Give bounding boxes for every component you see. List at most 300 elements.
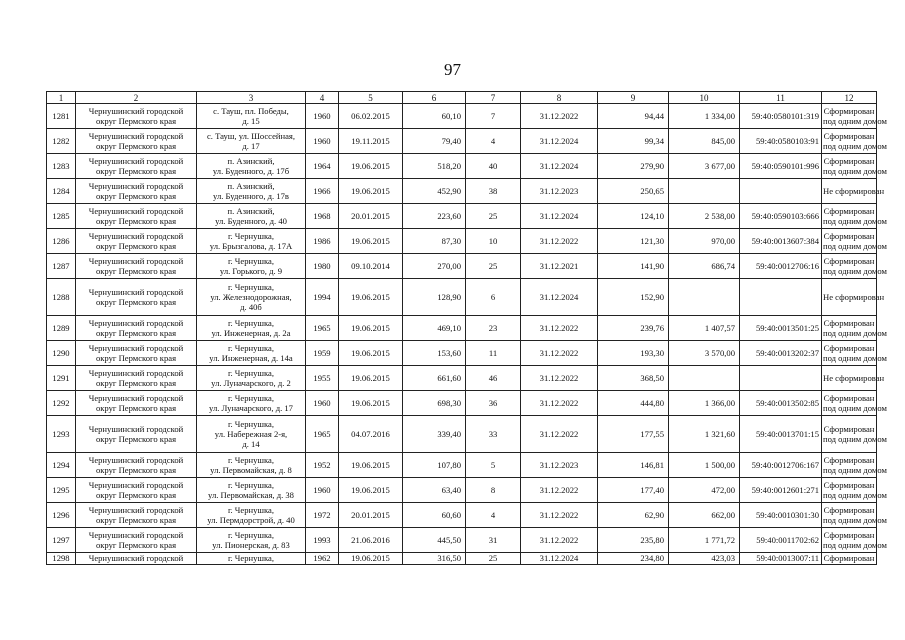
- municipality-cell: [76, 391, 197, 416]
- year-cell: 1980: [306, 254, 339, 279]
- cell-line: д. 14: [242, 439, 260, 449]
- status-cell: [822, 453, 887, 478]
- address-cell: [197, 503, 306, 528]
- value-cell: 94,44: [598, 104, 669, 129]
- count-cell: 25: [466, 553, 521, 565]
- cell-line: с. Тауш, пл. Победы,: [213, 106, 289, 116]
- cell-line: округ Пермского края: [95, 465, 177, 475]
- cell-line: ул. Инженерная, д. 2а: [211, 328, 291, 338]
- table-row: [47, 129, 877, 154]
- cell-line: под одним домом: [823, 141, 887, 151]
- status-cell: [822, 316, 887, 341]
- land-area-cell: 2 538,00: [669, 204, 740, 229]
- deadline-cell: 31.12.2022: [521, 391, 598, 416]
- municipality-cell: [76, 104, 197, 129]
- value-cell: 177,55: [598, 416, 669, 453]
- status-cell: [822, 229, 887, 254]
- cell-line: ул. Буденного, д. 17в: [213, 191, 289, 201]
- row-number: 1292: [47, 391, 76, 416]
- row-number: 1293: [47, 416, 76, 453]
- table-row: [47, 341, 877, 366]
- land-area-cell: 472,00: [669, 478, 740, 503]
- cell-line: Чернушинский городской: [88, 256, 184, 266]
- cadastral-number-cell: 59:40:0013007:11: [740, 553, 822, 565]
- cell-line: округ Пермского края: [95, 166, 177, 176]
- date-cell: 19.06.2015: [339, 391, 403, 416]
- cell-line: г. Чернушка,: [227, 231, 275, 241]
- cell-line: округ Пермского края: [95, 328, 177, 338]
- municipality-cell: [76, 366, 197, 391]
- year-cell: 1968: [306, 204, 339, 229]
- municipality-cell: [76, 254, 197, 279]
- municipality-cell: [76, 316, 197, 341]
- cell-line: под одним домом: [823, 328, 887, 338]
- cadastral-number-cell: 59:40:0013701:15: [740, 416, 822, 453]
- table-row: [47, 104, 877, 129]
- cell-line: Не сформирован: [823, 292, 885, 302]
- cell-line: округ Пермского края: [95, 378, 177, 388]
- table-row: [47, 391, 877, 416]
- cell-line: ул. Первомайская, д. 38: [208, 490, 294, 500]
- cell-line: округ Пермского края: [95, 353, 177, 363]
- column-header: 8: [521, 92, 598, 104]
- cell-line: Чернушинский городской: [88, 455, 184, 465]
- value-cell: 193,30: [598, 341, 669, 366]
- cell-line: Сформирован: [823, 131, 875, 141]
- address-cell: [197, 341, 306, 366]
- count-cell: 23: [466, 316, 521, 341]
- land-area-cell: 423,03: [669, 553, 740, 565]
- column-header: 7: [466, 92, 521, 104]
- cell-line: ул. Буденного, д. 17б: [212, 166, 290, 176]
- row-number: 1281: [47, 104, 76, 129]
- address-cell: [197, 279, 306, 316]
- cell-line: под одним домом: [823, 515, 887, 525]
- cell-line: под одним домом: [823, 266, 887, 276]
- cell-line: с. Тауш, ул. Шоссейная,: [206, 131, 296, 141]
- cadastral-number-cell: [740, 279, 822, 316]
- date-cell: 19.06.2015: [339, 478, 403, 503]
- cadastral-number-cell: 59:40:0580103:91: [740, 129, 822, 154]
- deadline-cell: 31.12.2022: [521, 104, 598, 129]
- value-cell: 146,81: [598, 453, 669, 478]
- area-cell: 661,60: [403, 366, 466, 391]
- year-cell: 1955: [306, 366, 339, 391]
- count-cell: 25: [466, 204, 521, 229]
- cell-line: округ Пермского края: [95, 216, 177, 226]
- land-area-cell: 1 321,60: [669, 416, 740, 453]
- status-cell: [822, 528, 887, 553]
- land-area-cell: 1 771,72: [669, 528, 740, 553]
- value-cell: 62,90: [598, 503, 669, 528]
- value-cell: 177,40: [598, 478, 669, 503]
- cell-line: ул. Луначарского, д. 2: [211, 378, 291, 388]
- cadastral-number-cell: 59:40:0013502:85: [740, 391, 822, 416]
- cadastral-number-cell: 59:40:0013607:384: [740, 229, 822, 254]
- area-cell: 452,90: [403, 179, 466, 204]
- land-area-cell: 1 366,00: [669, 391, 740, 416]
- cell-line: г. Чернушка,: [227, 343, 275, 353]
- cell-line: Чернушинский городской: [88, 505, 184, 515]
- address-cell: [197, 229, 306, 254]
- area-cell: 79,40: [403, 129, 466, 154]
- column-header: 2: [76, 92, 197, 104]
- status-cell: [822, 341, 887, 366]
- address-cell: [197, 528, 306, 553]
- value-cell: 124,10: [598, 204, 669, 229]
- cell-line: ул. Горького, д. 9: [219, 266, 283, 276]
- area-cell: 518,20: [403, 154, 466, 179]
- status-cell: [822, 503, 887, 528]
- area-cell: 60,60: [403, 503, 466, 528]
- address-cell: [197, 179, 306, 204]
- row-number: 1287: [47, 254, 76, 279]
- table-row: [47, 503, 877, 528]
- cell-line: Сформирован: [823, 343, 875, 353]
- status-cell: [822, 279, 885, 316]
- row-number: 1296: [47, 503, 76, 528]
- cell-line: под одним домом: [823, 166, 887, 176]
- cell-line: ул. Буденного, д. 40: [215, 216, 287, 226]
- cell-line: под одним домом: [823, 353, 887, 363]
- cell-line: Сформирован: [823, 256, 875, 266]
- cell-line: Сформирован: [823, 424, 875, 434]
- date-cell: 06.02.2015: [339, 104, 403, 129]
- cadastral-number-cell: 59:40:0012706:167: [740, 453, 822, 478]
- address-cell: [197, 316, 306, 341]
- row-number: 1288: [47, 279, 76, 316]
- count-cell: 8: [466, 478, 521, 503]
- status-cell: [822, 478, 887, 503]
- cell-line: г. Чернушка,: [227, 318, 275, 328]
- area-cell: 316,50: [403, 553, 466, 565]
- municipality-cell: [76, 478, 197, 503]
- date-cell: 19.06.2015: [339, 553, 403, 565]
- cell-line: Сформирован: [823, 505, 875, 515]
- cell-line: ул. Пермдорстрой, д. 40: [207, 515, 295, 525]
- area-cell: 339,40: [403, 416, 466, 453]
- status-cell: [822, 254, 887, 279]
- cell-line: Сформирован: [823, 553, 875, 563]
- land-area-cell: 3 570,00: [669, 341, 740, 366]
- area-cell: 223,60: [403, 204, 466, 229]
- land-area-cell: [669, 279, 740, 316]
- cell-line: Чернушинский городской: [88, 231, 184, 241]
- municipality-cell: [76, 279, 197, 316]
- year-cell: 1972: [306, 503, 339, 528]
- land-area-cell: 1 407,57: [669, 316, 740, 341]
- cell-line: п. Азинский,: [227, 206, 275, 216]
- table-row: [47, 366, 877, 391]
- municipality-cell: [76, 553, 197, 565]
- count-cell: 10: [466, 229, 521, 254]
- cell-line: г. Чернушка,: [227, 282, 275, 292]
- column-header: 10: [669, 92, 740, 104]
- table-row: [47, 478, 877, 503]
- table-row: [47, 229, 877, 254]
- municipality-cell: [76, 416, 197, 453]
- deadline-cell: 31.12.2022: [521, 416, 598, 453]
- cadastral-number-cell: [740, 179, 822, 204]
- table-body: [47, 92, 887, 565]
- address-cell: [197, 553, 306, 565]
- cell-line: Чернушинский городской: [88, 318, 184, 328]
- municipality-cell: [76, 204, 197, 229]
- cell-line: п. Азинский,: [227, 156, 275, 166]
- cell-line: округ Пермского края: [95, 241, 177, 251]
- address-cell: [197, 366, 306, 391]
- cell-line: Сформирован: [823, 318, 875, 328]
- cell-line: под одним домом: [823, 490, 887, 500]
- row-number: 1290: [47, 341, 76, 366]
- row-number: 1283: [47, 154, 76, 179]
- deadline-cell: 31.12.2022: [521, 341, 598, 366]
- cell-line: Чернушинский городской: [88, 287, 184, 297]
- cell-line: ул. Пионерская, д. 83: [212, 540, 290, 550]
- cell-line: д. 17: [242, 141, 260, 151]
- cell-line: округ Пермского края: [95, 540, 177, 550]
- status-cell: [822, 154, 887, 179]
- cell-line: округ Пермского края: [95, 191, 177, 201]
- address-cell: [197, 478, 306, 503]
- cell-line: под одним домом: [823, 540, 887, 550]
- count-cell: 4: [466, 129, 521, 154]
- row-number: 1286: [47, 229, 76, 254]
- date-cell: 21.06.2016: [339, 528, 403, 553]
- status-cell: [822, 553, 877, 565]
- cell-line: ул. Брызгалова, д. 17А: [209, 241, 293, 251]
- date-cell: 20.01.2015: [339, 204, 403, 229]
- address-cell: [197, 129, 306, 154]
- column-header: 1: [47, 92, 76, 104]
- deadline-cell: 31.12.2024: [521, 553, 598, 565]
- cell-line: под одним домом: [823, 403, 887, 413]
- area-cell: 87,30: [403, 229, 466, 254]
- deadline-cell: 31.12.2023: [521, 453, 598, 478]
- table-row: [47, 416, 877, 453]
- cadastral-number-cell: 59:40:0012601:271: [740, 478, 822, 503]
- column-header: 4: [306, 92, 339, 104]
- table-row: [47, 179, 877, 204]
- status-cell: [822, 204, 887, 229]
- table-row: [47, 316, 877, 341]
- cell-line: г. Чернушка,: [227, 480, 275, 490]
- cell-line: округ Пермского края: [95, 490, 177, 500]
- year-cell: 1960: [306, 104, 339, 129]
- cell-line: г. Чернушка,: [227, 455, 275, 465]
- cell-line: под одним домом: [823, 216, 887, 226]
- cell-line: Чернушинский городской: [88, 393, 184, 403]
- column-header: 6: [403, 92, 466, 104]
- cell-line: Сформирован: [823, 206, 875, 216]
- deadline-cell: 31.12.2022: [521, 316, 598, 341]
- cell-line: Чернушинский городской: [88, 530, 184, 540]
- cell-line: Чернушинский городской: [88, 424, 184, 434]
- status-cell: [822, 179, 885, 204]
- year-cell: 1986: [306, 229, 339, 254]
- cell-line: ул. Первомайская, д. 8: [210, 465, 292, 475]
- status-cell: [822, 366, 885, 391]
- date-cell: 19.06.2015: [339, 179, 403, 204]
- municipality-cell: [76, 154, 197, 179]
- deadline-cell: 31.12.2024: [521, 204, 598, 229]
- row-number: 1289: [47, 316, 76, 341]
- year-cell: 1962: [306, 553, 339, 565]
- cell-line: Сформирован: [823, 455, 875, 465]
- cell-line: Чернушинский городской: [88, 206, 184, 216]
- cell-line: округ Пермского края: [95, 297, 177, 307]
- year-cell: 1965: [306, 316, 339, 341]
- cell-line: д. 15: [242, 116, 260, 126]
- table-row: [47, 279, 877, 316]
- cell-line: Чернушинский городской: [88, 131, 184, 141]
- date-cell: 19.06.2015: [339, 316, 403, 341]
- count-cell: 25: [466, 254, 521, 279]
- table-row: [47, 204, 877, 229]
- date-cell: 19.06.2015: [339, 366, 403, 391]
- municipality-cell: [76, 341, 197, 366]
- cell-line: под одним домом: [823, 434, 887, 444]
- value-cell: 239,76: [598, 316, 669, 341]
- registry-table: [46, 91, 887, 565]
- year-cell: 1965: [306, 416, 339, 453]
- count-cell: 36: [466, 391, 521, 416]
- row-number: 1284: [47, 179, 76, 204]
- date-cell: 19.11.2015: [339, 129, 403, 154]
- year-cell: 1959: [306, 341, 339, 366]
- municipality-cell: [76, 129, 197, 154]
- area-cell: 698,30: [403, 391, 466, 416]
- cell-line: ул. Луначарского, д. 17: [209, 403, 293, 413]
- cell-line: п. Азинский,: [227, 181, 275, 191]
- year-cell: 1960: [306, 129, 339, 154]
- row-number: 1285: [47, 204, 76, 229]
- land-area-cell: 845,00: [669, 129, 740, 154]
- year-cell: 1994: [306, 279, 339, 316]
- year-cell: 1966: [306, 179, 339, 204]
- column-header: 5: [339, 92, 403, 104]
- value-cell: 444,80: [598, 391, 669, 416]
- column-header: 12: [822, 92, 877, 104]
- land-area-cell: 3 677,00: [669, 154, 740, 179]
- cadastral-number-cell: 59:40:0580101:319: [740, 104, 822, 129]
- cadastral-number-cell: 59:40:0590101:996: [740, 154, 822, 179]
- column-header: 11: [740, 92, 822, 104]
- column-header: 3: [197, 92, 306, 104]
- deadline-cell: 31.12.2024: [521, 279, 598, 316]
- date-cell: 09.10.2014: [339, 254, 403, 279]
- value-cell: 279,90: [598, 154, 669, 179]
- year-cell: 1952: [306, 453, 339, 478]
- address-cell: [197, 204, 306, 229]
- count-cell: 6: [466, 279, 521, 316]
- municipality-cell: [76, 503, 197, 528]
- cell-line: округ Пермского края: [95, 116, 177, 126]
- cell-line: Чернушинский городской: [88, 106, 184, 116]
- year-cell: 1960: [306, 391, 339, 416]
- deadline-cell: 31.12.2022: [521, 366, 598, 391]
- status-cell: [822, 391, 887, 416]
- cell-line: г. Чернушка,: [227, 553, 275, 563]
- municipality-cell: [76, 528, 197, 553]
- cell-line: г. Чернушка,: [227, 393, 275, 403]
- cell-line: Сформирован: [823, 231, 875, 241]
- header-row: [47, 92, 877, 104]
- address-cell: [197, 104, 306, 129]
- row-number: 1282: [47, 129, 76, 154]
- date-cell: 19.06.2015: [339, 453, 403, 478]
- deadline-cell: 31.12.2022: [521, 229, 598, 254]
- cell-line: Сформирован: [823, 156, 875, 166]
- cell-line: ул. Железнодорожная,: [210, 292, 292, 302]
- status-cell: [822, 104, 887, 129]
- area-cell: 153,60: [403, 341, 466, 366]
- municipality-cell: [76, 453, 197, 478]
- cadastral-number-cell: 59:40:0012706:16: [740, 254, 822, 279]
- row-number: 1298: [47, 553, 76, 565]
- address-cell: [197, 254, 306, 279]
- area-cell: 60,10: [403, 104, 466, 129]
- count-cell: 38: [466, 179, 521, 204]
- count-cell: 5: [466, 453, 521, 478]
- year-cell: 1993: [306, 528, 339, 553]
- cell-line: г. Чернушка,: [227, 256, 275, 266]
- value-cell: 152,90: [598, 279, 669, 316]
- cadastral-number-cell: [740, 366, 822, 391]
- cell-line: Не сформирован: [823, 186, 885, 196]
- table-row: [47, 453, 877, 478]
- deadline-cell: 31.12.2023: [521, 179, 598, 204]
- cell-line: ул. Набережная 2-я,: [214, 429, 288, 439]
- cell-line: Чернушинский городской: [88, 156, 184, 166]
- table-row: [47, 254, 877, 279]
- row-number: 1295: [47, 478, 76, 503]
- deadline-cell: 31.12.2022: [521, 528, 598, 553]
- address-cell: [197, 154, 306, 179]
- cell-line: округ Пермского края: [95, 434, 177, 444]
- cell-line: под одним домом: [823, 241, 887, 251]
- cadastral-number-cell: 59:40:0013501:25: [740, 316, 822, 341]
- date-cell: 19.06.2015: [339, 154, 403, 179]
- address-cell: [197, 453, 306, 478]
- land-area-cell: 1 334,00: [669, 104, 740, 129]
- cell-line: Чернушинский городской: [88, 181, 184, 191]
- count-cell: 11: [466, 341, 521, 366]
- land-area-cell: [669, 179, 740, 204]
- area-cell: 270,00: [403, 254, 466, 279]
- area-cell: 107,80: [403, 453, 466, 478]
- cell-line: Чернушинский городской: [88, 553, 184, 563]
- cell-line: д. 40б: [240, 302, 262, 312]
- count-cell: 7: [466, 104, 521, 129]
- table-row: [47, 528, 877, 553]
- municipality-cell: [76, 179, 197, 204]
- land-area-cell: 1 500,00: [669, 453, 740, 478]
- value-cell: 250,65: [598, 179, 669, 204]
- count-cell: 31: [466, 528, 521, 553]
- land-area-cell: 686,74: [669, 254, 740, 279]
- area-cell: 128,90: [403, 279, 466, 316]
- cell-line: Не сформирован: [823, 373, 885, 383]
- column-header: 9: [598, 92, 669, 104]
- year-cell: 1964: [306, 154, 339, 179]
- cell-line: под одним домом: [823, 116, 887, 126]
- cell-line: под одним домом: [823, 465, 887, 475]
- year-cell: 1960: [306, 478, 339, 503]
- cell-line: г. Чернушка,: [227, 505, 275, 515]
- cell-line: ул. Инженерная, д. 14а: [209, 353, 293, 363]
- cadastral-number-cell: 59:40:0590103:666: [740, 204, 822, 229]
